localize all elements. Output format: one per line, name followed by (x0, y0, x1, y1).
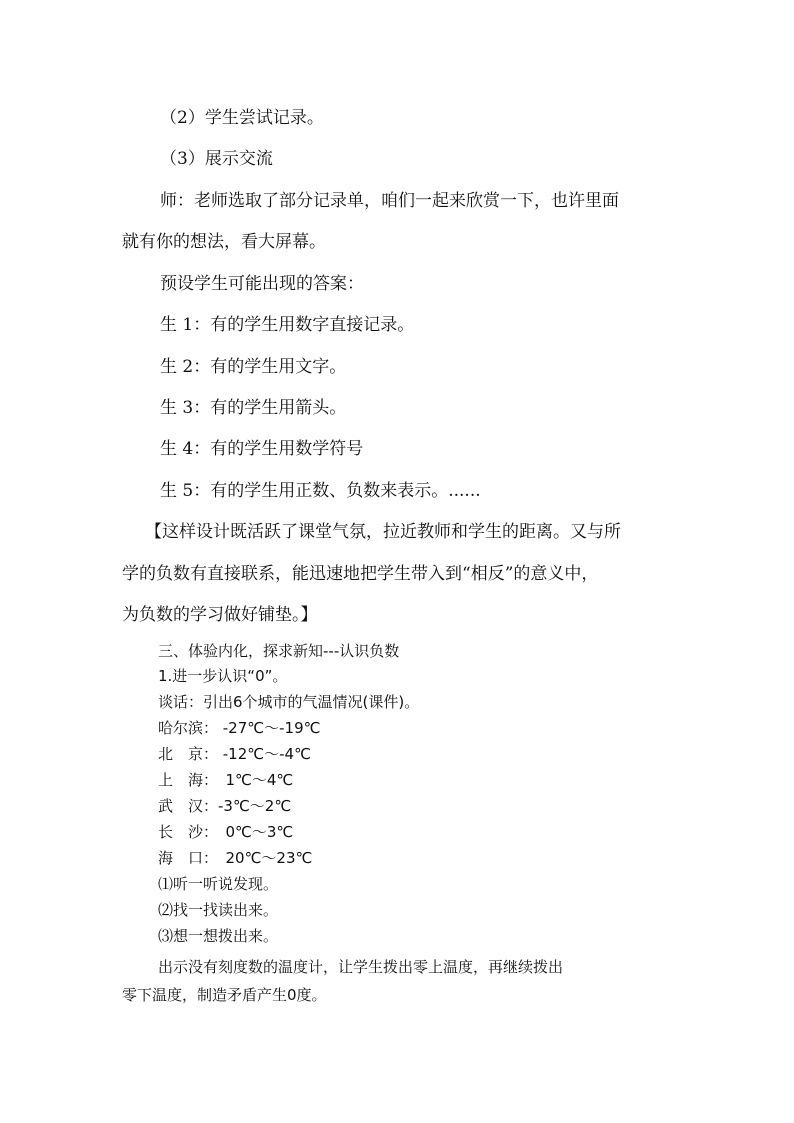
text-line-26: 出示没有刻度数的温度计，让学生拨出零上温度，再继续拨出 (158, 958, 564, 976)
text-line-12: 学的负数有直接联系，能迅速地把学生带入到“相反”的意义中， (122, 564, 599, 584)
temp-line-shanghai: 上 海： 1℃～4℃ (158, 771, 294, 789)
temp-line-harbin: 哈尔滨： -27℃～-19℃ (158, 719, 321, 737)
text-line-16: 谈话：引出6个城市的气温情况(课件)。 (158, 693, 420, 711)
temp-line-wuhan: 武 汉：-3℃～2℃ (158, 797, 292, 815)
temp-line-changsha: 长 沙： 0℃～3℃ (158, 823, 294, 841)
text-line-2: （3）展示交流 (160, 149, 273, 169)
text-line-9: 生 4：有的学生用数学符号 (160, 439, 364, 459)
text-line-5: 预设学生可能出现的答案： (160, 274, 364, 294)
text-line-14: 三、体验内化，探求新知---认识负数 (158, 642, 400, 660)
text-line-7: 生 2：有的学生用文字。 (160, 357, 347, 377)
text-line-24: ⑵找一找读出来。 (158, 901, 279, 919)
text-line-3: 师：老师选取了部分记录单，咱们一起来欣赏一下，也许里面 (160, 191, 619, 211)
temp-line-beijing: 北 京： -12℃～-4℃ (158, 745, 311, 763)
text-line-23: ⑴听一听说发现。 (158, 875, 279, 893)
text-line-27: 零下温度，制造矛盾产生0度。 (122, 986, 327, 1004)
text-line-4: 就有你的想法，看大屏幕。 (122, 232, 326, 252)
text-line-1: （2）学生尝试记录。 (160, 108, 324, 128)
text-line-15: 1.进一步认识“0”。 (158, 667, 288, 685)
text-line-25: ⑶想一想拨出来。 (158, 927, 279, 945)
temp-line-haikou: 海 口： 20℃～23℃ (158, 849, 313, 867)
text-line-6: 生 1：有的学生用数字直接记录。 (160, 315, 415, 335)
text-line-8: 生 3：有的学生用箭头。 (160, 398, 347, 418)
text-line-11: 【这样设计既活跃了课堂气氛，拉近教师和学生的距离。又与所 (145, 522, 621, 542)
text-line-13: 为负数的学习做好铺垫。】 (122, 605, 318, 625)
text-line-10: 生 5：有的学生用正数、负数来表示。...... (160, 481, 481, 501)
